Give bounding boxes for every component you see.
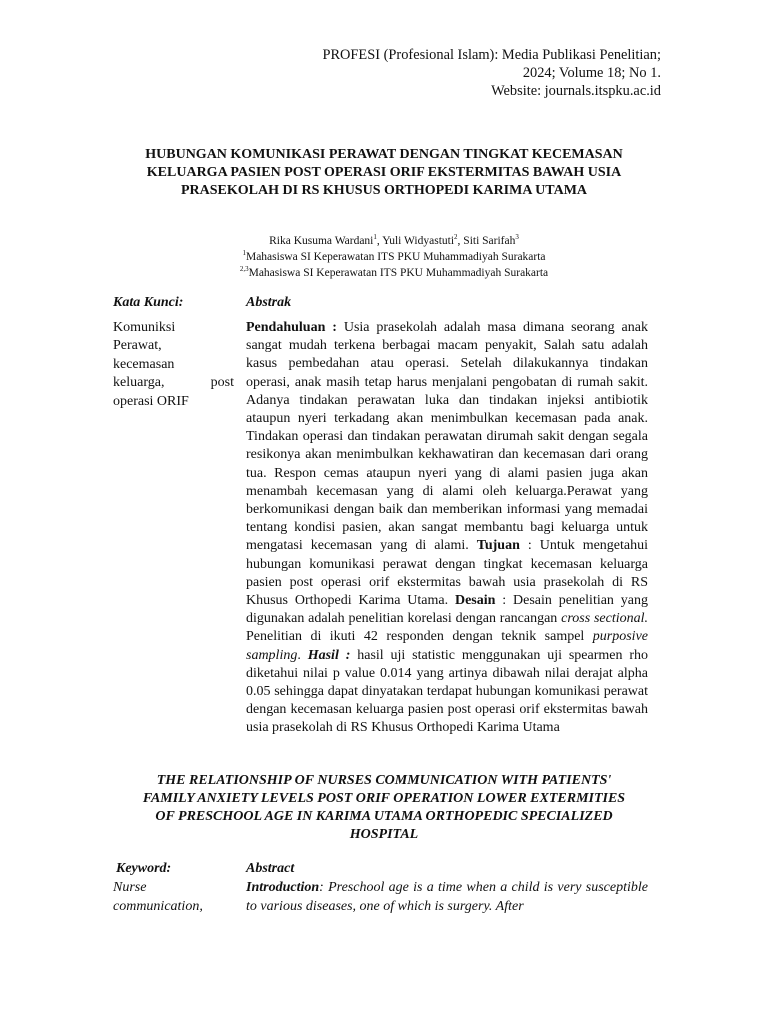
keywords-list [113, 319, 234, 411]
paper-title [100, 146, 668, 200]
keyword-line: Nurse [113, 880, 147, 895]
author-block [150, 233, 638, 281]
affiliation [150, 265, 638, 281]
title-line: THE RELATIONSHIP OF NURSES COMMUNICATION WITH PATIENTS' [156, 773, 612, 788]
title-line: FAMILY ANXIETY LEVELS POST ORIF OPERATION LOWER EXTERMITIES [142, 791, 626, 806]
result-text: hasil uji statistic menggunakan uji spearmen rho diketahui nilai p value 0.014 yang artinya dibawah nilai derajat alpha 0.05 sehingga dapat dinyatakan terdapat hubungan komunikasi perawat dengan kecemasan keluarga pasien post operasi orif ekstermitas bawah usia prasekolah di RS Khusus Orthopedi Karima Utama [246, 647, 649, 736]
title-line: HOSPITAL [349, 827, 419, 842]
author-affiliation-mark: 2 [454, 233, 458, 242]
title-line: OF PRESCHOOL AGE IN KARIMA UTAMA ORTHOPEDIC SPECIALIZED [155, 809, 613, 824]
design-text: Penelitian di ikuti 42 responden dengan teknik sampel [246, 629, 593, 645]
affiliation-text: Mahasiswa SI Keperawatan ITS PKU Muhammadiyah Surakarta [248, 267, 549, 279]
keyword-line: Komuniksi [113, 320, 176, 335]
title-line: KELUARGA PASIEN POST OPERASI ORIF EKSTERMITAS BAWAH USIA [146, 165, 622, 180]
keyword-word: keluarga, [113, 375, 165, 391]
intro-text: Usia prasekolah adalah masa dimana seorang anak sangat mudah terkena berbagai macam penyakit, Salah satu adalah kasus pembedahan atau operasi. Setelah dilakukannya tindakan operasi, anak masih tetap harus menjalani pengobatan di rumah sakit. Adanya tindakan perawatan luka dan tindakan injeksi antibiotik ataupun nyeri terkadang akan menimbulkan kecemasan pada anak. Tindakan operasi dan tindakan perawatan dirumah sakit dengan segala resikonya akan menimbulkan kekhawatiran dan kecemasan dari orang tua. Respon cemas ataupun nyeri yang di alami pasien juga akan menambah kecemasan yang di alami oleh keluarga.Perawat yang berkomunikasi dengan baik dan memberikan informasi yang memadai tentang kondisi pasien, akan sangat membantu bagi keluarga untuk mengatasi kecemasan yang di alami. [246, 320, 648, 554]
abstract-body [246, 319, 648, 738]
design-label: Desain [454, 593, 496, 609]
title-line: PRASEKOLAH DI RS KHUSUS ORTHOPEDI KARIMA UTAMA [180, 183, 588, 198]
author-name: , Yuli Widyastuti [376, 235, 455, 247]
author-affiliation-mark: 1 [373, 233, 377, 242]
affiliation-text: Mahasiswa SI Keperawatan ITS PKU Muhammadiyah Surakarta [245, 251, 546, 263]
keyword-heading-en: Keyword: [116, 861, 172, 876]
affiliation-mark: 1 [242, 249, 246, 258]
keywords-list-en [113, 878, 238, 916]
design-term: cross sectional. [561, 611, 648, 627]
result-label: Hasil : [307, 647, 351, 663]
keyword-line: Perawat, [113, 338, 162, 354]
keyword-word: post [210, 375, 234, 391]
abstract-heading-en: Abstract [246, 861, 295, 876]
english-title [105, 772, 663, 844]
author-affiliation-mark: 3 [515, 233, 519, 242]
intro-label: Introduction [246, 880, 320, 895]
author-list [150, 233, 638, 249]
author-name: , Siti Sarifah [457, 235, 516, 247]
design-term: purposive sampling [246, 629, 648, 663]
journal-name: PROFESI (Profesional Islam): Media Publikasi Penelitian; [322, 47, 661, 63]
aim-label: Tujuan [476, 538, 520, 554]
keyword-line: operasi ORIF [113, 393, 189, 409]
journal-header [241, 46, 661, 100]
affiliation-mark: 2,3 [239, 265, 249, 274]
intro-label: Pendahuluan : [246, 320, 337, 335]
keywords-heading: Kata Kunci: [113, 295, 184, 310]
design-text: . [297, 647, 301, 663]
title-line: HUBUNGAN KOMUNIKASI PERAWAT DENGAN TINGKAT KECEMASAN [145, 147, 623, 162]
keyword-line [113, 374, 234, 392]
journal-volume: 2024; Volume 18; No 1. [522, 65, 661, 81]
journal-website[interactable]: Website: journals.itspku.ac.id [491, 83, 661, 99]
aim-text: : Untuk mengetahui hubungan komunikasi perawat dengan tingkat kecemasan keluarga pasien post operasi orif ekstermitas bawah usia prasekolah di RS Khusus Orthopedi Karima Utama. [246, 538, 649, 609]
design-text: : Desain penelitian yang digunakan adalah penelitian korelasi dengan rancangan [246, 593, 648, 627]
author-name: Rika Kusuma Wardani [269, 235, 374, 247]
keyword-line: kecemasan [113, 356, 175, 372]
intro-text: : Preschool age is a time when a child is very susceptible to various diseases, one of which is surgery. After [246, 880, 648, 914]
abstract-body-en [246, 878, 648, 916]
affiliation [150, 249, 638, 265]
keyword-line: communication, [113, 899, 203, 914]
abstract-heading: Abstrak [246, 295, 292, 310]
